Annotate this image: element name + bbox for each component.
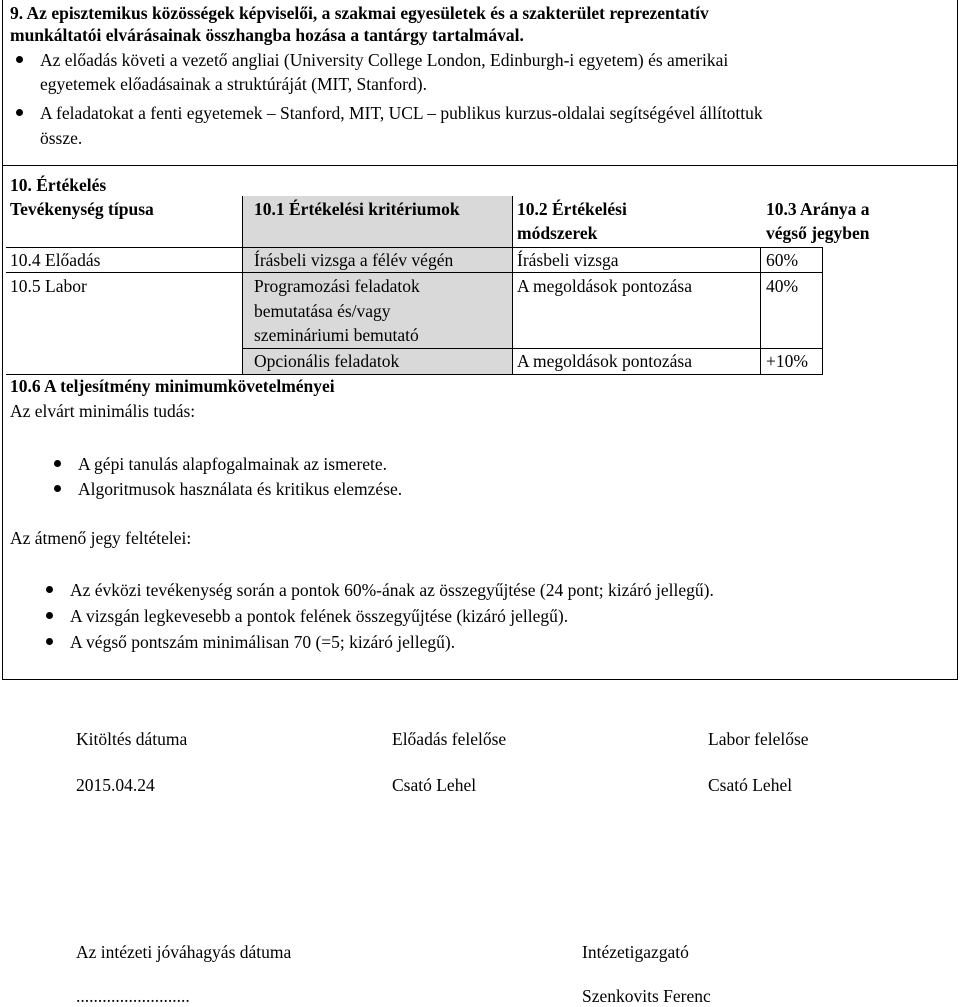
row-criteria-line-1: Programozási feladatok: [254, 276, 420, 296]
expected-knowledge-label: Az elvárt minimális tudás:: [10, 401, 196, 421]
row-criteria-line-3: szemináriumi bemutató: [254, 325, 419, 345]
row-type: 10.4 Előadás: [10, 250, 101, 270]
lab-responsible-label: Labor felelőse: [708, 729, 809, 749]
table-line: [6, 374, 822, 375]
approval-date-label: Az intézeti jóváhagyás dátuma: [76, 942, 292, 962]
table-line: [822, 247, 823, 375]
director-name: Szenkovits Ferenc: [582, 986, 711, 1006]
pass-conditions-label: Az átmenő jegy feltételei:: [10, 528, 192, 548]
section-9-bullet-1-line-1: Az előadás követi a vezető angliai (University College London, Edinburgh-i egyetem) és amerikai: [40, 50, 729, 70]
column-header-methods-line-2: módszerek: [517, 223, 598, 243]
row-type: 10.5 Labor: [10, 276, 87, 296]
row-method: A megoldások pontozása: [517, 276, 692, 296]
approval-date-value: ..........................: [76, 986, 190, 1006]
section-divider: [2, 165, 958, 166]
expected-item: A gépi tanulás alapfogalmainak az ismerete.: [78, 454, 388, 474]
table-line: [512, 196, 513, 375]
director-label: Intézetigazgató: [582, 942, 689, 962]
column-header-share-line-2: végső jegyben: [766, 223, 870, 243]
column-header-criteria: 10.1 Értékelési kritériumok: [254, 199, 460, 219]
row-method: A megoldások pontozása: [517, 351, 692, 371]
table-line: [6, 272, 822, 273]
row-share: +10%: [766, 351, 808, 371]
pass-item: Az évközi tevékenység során a pontok 60%-ának az összegyűjtése (24 pont; kizáró jellegű).: [70, 580, 714, 600]
lecture-responsible-label: Előadás felelőse: [392, 729, 507, 749]
section-9-heading-line-1: 9. Az episztemikus közösségek képviselői, a szakmai egyesületek és a szakterület reprezentatív: [10, 3, 709, 23]
section-9-heading-line-2: munkáltatói elvárásainak összhangba hozása a tantárgy tartalmával.: [10, 25, 524, 45]
row-share: 60%: [766, 250, 799, 270]
expected-item: Algoritmusok használata és kritikus elemzése.: [78, 479, 403, 499]
column-header-type: Tevékenység típusa: [10, 199, 154, 219]
row-criteria: Írásbeli vizsga a félév végén: [254, 250, 454, 270]
table-line: [760, 247, 761, 375]
lecture-responsible-name: Csató Lehel: [392, 775, 477, 795]
minimum-requirements-heading: 10.6 A teljesítmény minimumkövetelményei: [10, 376, 335, 396]
column-header-share-line-1: 10.3 Aránya a: [766, 199, 870, 219]
table-line: [6, 247, 822, 248]
section-9-bullet-2-line-1: A feladatokat a fenti egyetemek – Stanford, MIT, UCL – publikus kurzus-oldalai segítségével állítottuk: [40, 103, 763, 123]
table-line: [242, 348, 822, 349]
pass-item: A végső pontszám minimálisan 70 (=5; kizáró jellegű).: [70, 632, 456, 652]
lab-responsible-name: Csató Lehel: [708, 775, 793, 795]
section-9-bullet-2-line-2: össze.: [40, 128, 83, 148]
row-criteria-line-2: bemutatása és/vagy: [254, 301, 391, 321]
table-line: [242, 196, 243, 375]
row-method: Írásbeli vizsga: [517, 250, 619, 270]
section-9-bullet-1-line-2: egyetemek előadásainak a struktúráját (MIT, Stanford).: [40, 74, 427, 94]
row-share: 40%: [766, 276, 799, 296]
section-10-heading: 10. Értékelés: [10, 175, 107, 195]
fill-date-value: 2015.04.24: [76, 775, 155, 795]
column-header-methods-line-1: 10.2 Értékelési: [517, 199, 627, 219]
row-criteria: Opcionális feladatok: [254, 351, 400, 371]
fill-date-label: Kitöltés dátuma: [76, 729, 188, 749]
pass-item: A vizsgán legkevesebb a pontok felének összegyűjtése (kizáró jellegű).: [70, 606, 569, 626]
